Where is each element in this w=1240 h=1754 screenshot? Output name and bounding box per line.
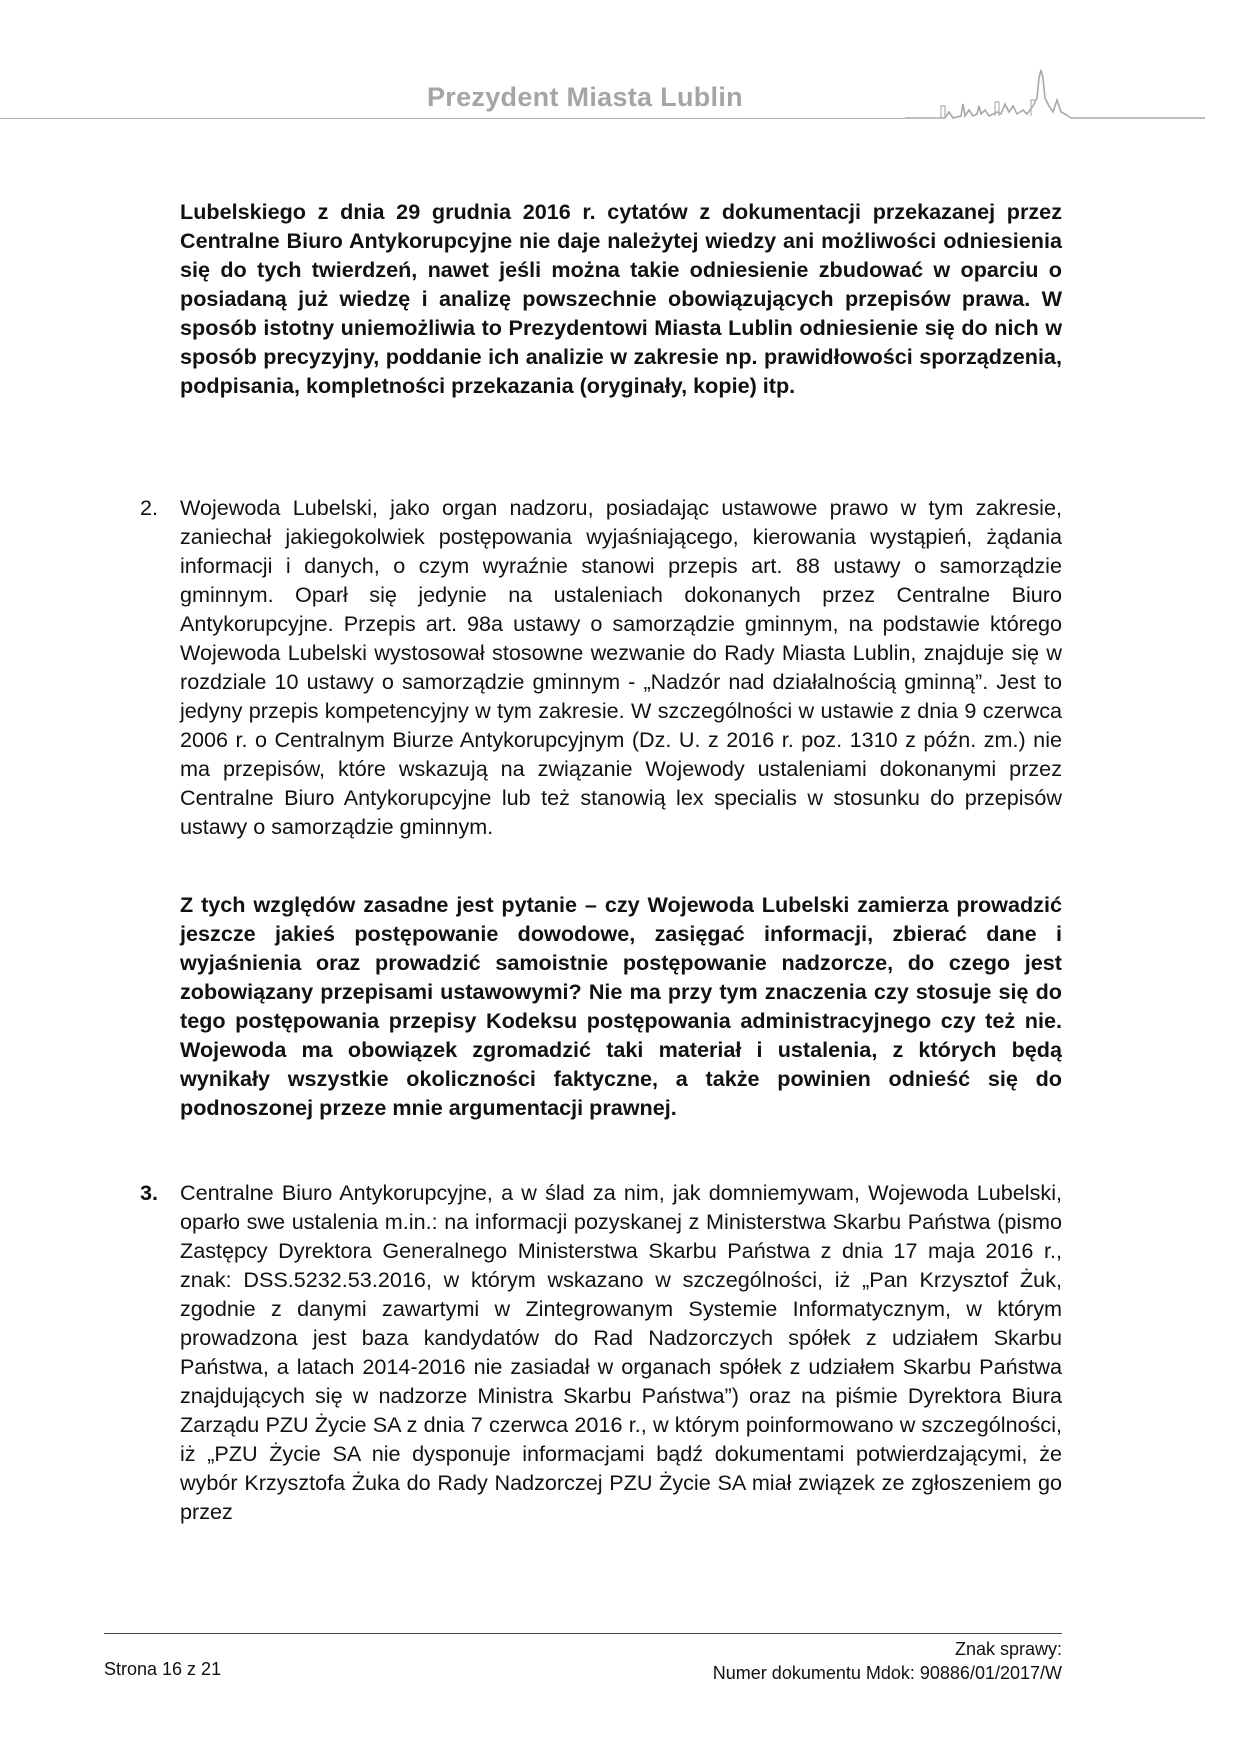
list-item-3 [140,1178,1062,1526]
list-item-2 [140,493,1062,841]
page-header [0,0,1240,140]
list-item-3-text: Centralne Biuro Antykorupcyjne, a w ślad za nim, jak domniemywam, Wojewoda Lubelski, oparło swe ustalenia m.in.: na informacji pozyskanej z Ministerstwa Skarbu Państwa (pismo Zastępcy Dyrektora Generalnego Ministerstwa Skarbu Państwa z dnia 17 maja 2016 r., znak: DSS.5232.53.2016, w którym wskazano w szczególności, iż „Pan Krzysztof Żuk, zgodnie z danymi zawartymi w Zintegrowanym Systemie Informatycznym, w którym prowadzona jest baza kandydatów do Rad Nadzorczych spółek z udziałem Skarbu Państwa, a latach 2014-2016 nie zasiadał w organach spółek z udziałem Skarbu Państwa znajdujących się w nadzorze Ministra Skarbu Państwa”) oraz na piśmie Dyrektora Biura Zarządu PZU Życie SA z dnia 7 czerwca 2016 r., w którym poinformowano w szczególności, iż „PZU Życie SA nie dysponuje informacjami bądź dokumentami potwierdzającymi, że wybór Krzysztofa Żuka do Rady Nadzorczej PZU Życie SA miał związek ze zgłoszeniem go przez [180,1180,1062,1524]
header-title: Prezydent Miasta Lublin [427,82,743,112]
case-sign-label: Znak sprawy: [954,1639,1062,1659]
header-divider [0,118,905,119]
list-number-3: 3. [140,1180,159,1205]
document-number: Numer dokumentu Mdok: 90886/01/2017/W [712,1663,1062,1683]
city-skyline-icon [905,60,1205,130]
paragraph-1: Lubelskiego z dnia 29 grudnia 2016 r. cytatów z dokumentacji przekazanej przez Centralne Biuro Antykorupcyjne nie daje należytej wiedzy ani możliwości odniesienia się do tych twierdzeń, nawet jeśli można takie odniesienie zbudować w oparciu o posiadaną już wiedzę i analizę powszechnie obowiązujących przepisów prawa. W sposób istotny uniemożliwia to Prezydentowi Miasta Lublin odniesienie się do nich w sposób precyzyjny, poddanie ich analizie w zakresie np. prawidłowości sporządzenia, podpisania, kompletności przekazania (oryginały, kopie) itp. [180,199,1062,398]
list-number-2: 2. [140,495,159,520]
paragraph-3: Z tych względów zasadne jest pytanie – czy Wojewoda Lubelski zamierza prowadzić jeszcze jakieś postępowanie dowodowe, zasięgać informacji, zbierać dane i wyjaśnienia oraz prowadzić samoistnie postępowanie nadzorcze, do czego jest zobowiązany przepisami ustawowymi? Nie ma przy tym znaczenia czy stosuje się do tego postępowania przepisy Kodeksu postępowania administracyjnego czy też nie. Wojewoda ma obowiązek zgromadzić taki materiał i ustalenia, z których będą wynikały wszystkie okoliczności faktyczne, a także powinien odnieść się do podnoszonej przeze mnie argumentacji prawnej. [180,892,1062,1120]
list-item-2-text: Wojewoda Lubelski, jako organ nadzoru, posiadając ustawowe prawo w tym zakresie, zaniechał jakiegokolwiek postępowania wyjaśniającego, kierowania wystąpień, żądania informacji i danych, o czym wyraźnie stanowi przepis art. 88 ustawy o samorządzie gminnym. Oparł się jedynie na ustaleniach dokonanych przez Centralne Biuro Antykorupcyjne. Przepis art. 98a ustawy o samorządzie gminnym, na podstawie którego Wojewoda Lubelski wystosował stosowne wezwanie do Rady Miasta Lublin, znajduje się w rozdziale 10 ustawy o samorządzie gminnym - „Nadzór nad działalnością gminną”. Jest to jedyny przepis kompetencyjny w tym zakresie. W szczególności w ustawie z dnia 9 czerwca 2006 r. o Centralnym Biurze Antykorupcyjnym (Dz. U. z 2016 r. poz. 1310 z późn. zm.) nie ma przepisów, które wskazują na związanie Wojewody ustaleniami dokonanymi przez Centralne Biuro Antykorupcyjne lub też stanowią lex specialis w stosunku do przepisów ustawy o samorządzie gminnym. [180,495,1062,839]
page-number: Strona 16 z 21 [104,1659,222,1679]
footer-document-info [713,1637,1062,1685]
footer-divider [104,1633,1062,1634]
